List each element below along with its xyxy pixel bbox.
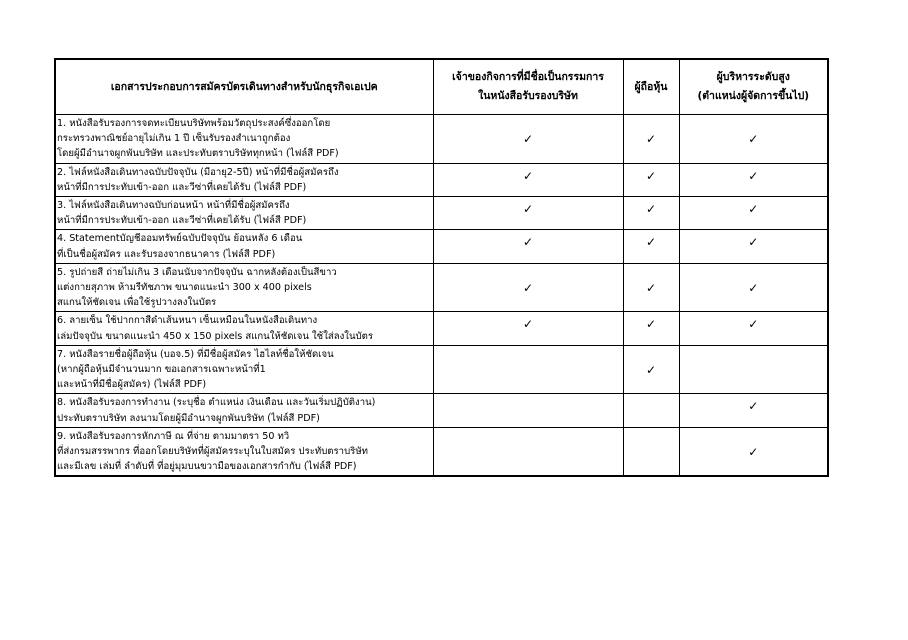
table-row bbox=[55, 197, 828, 230]
shareholder-cell bbox=[623, 197, 679, 230]
checkmark-icon: ✓ bbox=[645, 235, 657, 250]
header-owner-line-1: เจ้าของกิจการที่มีชื่อเป็นกรรมการ bbox=[452, 71, 604, 83]
executive-cell bbox=[679, 394, 828, 427]
shareholder-cell bbox=[623, 427, 679, 476]
owner-cell bbox=[433, 345, 623, 394]
document-line: ที่ส่งกรมสรรพากร ที่ออกโดยบริษัทที่ผู้สมัครระบุในใบสมัคร ประทับตราบริษัท bbox=[57, 446, 368, 458]
shareholder-cell bbox=[623, 312, 679, 345]
document-line: เล่มปัจจุบัน ขนาดแนะนำ 450 x 150 pixels สแกนให้ชัดเจน ใช้ใส่ลงในบัตร bbox=[57, 330, 374, 342]
checkmark-icon: ✓ bbox=[522, 317, 534, 332]
document-line: 7. หนังสือรายชื่อผู้ถือหุ้น (บอจ.5) ที่มีชื่อผู้สมัคร ไฮไลท์ชื่อให้ชัดเจน bbox=[57, 348, 334, 360]
table-row bbox=[55, 394, 828, 427]
table-row bbox=[55, 345, 828, 394]
checkmark-icon: ✓ bbox=[645, 317, 657, 332]
header-row bbox=[55, 59, 828, 115]
header-shareholder-label: ผู้ถือหุ้น bbox=[634, 80, 668, 93]
document-line: หน้าที่มีการประทับเข้า-ออก และวีซ่าที่เคยได้รับ (ไฟล์สี PDF) bbox=[57, 181, 307, 193]
checkmark-icon: ✓ bbox=[645, 131, 657, 146]
document-line: (หากผู้ถือหุ้นมีจำนวนมาก ขอเอกสารเฉพาะหน้าที่1 bbox=[57, 364, 266, 376]
document-line: กระทรวงพาณิชย์อายุไม่เกิน 1 ปี เซ็นรับรองสำเนาถูกต้อง bbox=[57, 133, 291, 145]
document-cell bbox=[55, 345, 433, 394]
document-line: 6. ลายเซ็น ใช้ปากกาสีดำเส้นหนา เซ็นเหมือนในหนังสือเดินทาง bbox=[57, 315, 318, 327]
executive-cell bbox=[679, 263, 828, 312]
checkmark-icon: ✓ bbox=[645, 280, 657, 295]
checkmark-icon: ✓ bbox=[748, 131, 759, 146]
executive-cell bbox=[679, 312, 828, 345]
executive-cell bbox=[679, 345, 828, 394]
owner-cell bbox=[433, 163, 623, 196]
owner-cell bbox=[433, 312, 623, 345]
checkmark-icon: ✓ bbox=[748, 280, 759, 295]
document-line: 1. หนังสือรับรองการจดทะเบียนบริษัทพร้อมวัตถุประสงค์ซึ่งออกโดย bbox=[57, 118, 331, 129]
header-shareholder bbox=[623, 59, 679, 115]
document-cell bbox=[55, 197, 433, 230]
document-line: และหน้าที่มีชื่อผู้สมัคร) (ไฟล์สี PDF) bbox=[57, 379, 207, 391]
owner-cell bbox=[433, 394, 623, 427]
checkmark-icon: ✓ bbox=[522, 280, 534, 295]
owner-cell bbox=[433, 230, 623, 263]
header-executive-line-2: (ตำแหน่งผู้จัดการขึ้นไป) bbox=[697, 90, 810, 102]
table-row bbox=[55, 230, 828, 263]
document-line: 3. ไฟล์หนังสือเดินทางฉบับก่อนหน้า หน้าที่มีชื่อผู้สมัครถึง bbox=[57, 200, 290, 212]
checkmark-icon: ✓ bbox=[748, 399, 759, 414]
header-owner bbox=[433, 59, 623, 115]
checkmark-icon: ✓ bbox=[645, 202, 657, 217]
header-executive-line-1: ผู้บริหารระดับสูง bbox=[716, 71, 790, 83]
table-row bbox=[55, 427, 828, 476]
document-line: 8. หนังสือรับรองการทำงาน (ระบุชื่อ ตำแหน่ง เงินเดือน และวันเริ่มปฏิบัติงาน) bbox=[57, 397, 376, 409]
checkmark-icon: ✓ bbox=[522, 131, 534, 146]
header-owner-line-2: ในหนังสือรับรองบริษัท bbox=[478, 90, 578, 102]
table-body bbox=[55, 115, 828, 477]
checkmark-icon: ✓ bbox=[522, 168, 534, 183]
checkmark-icon: ✓ bbox=[748, 317, 759, 332]
document-line: 9. หนังสือรับรองการหักภาษี ณ ที่จ่าย ตามมาตรา 50 ทวิ bbox=[57, 430, 290, 442]
document-line: หน้าที่มีการประทับเข้า-ออก และวีซ่าที่เคยได้รับ (ไฟล์สี PDF) bbox=[57, 215, 307, 227]
shareholder-cell bbox=[623, 345, 679, 394]
header-executive bbox=[679, 59, 828, 115]
shareholder-cell bbox=[623, 394, 679, 427]
document-line: และมีเลข เล่มที่ ลำดับที่ ที่อยู่มุมบนขวามือของเอกสารกำกับ (ไฟล์สี PDF) bbox=[57, 461, 357, 473]
executive-cell bbox=[679, 163, 828, 196]
document-cell bbox=[55, 312, 433, 345]
executive-cell bbox=[679, 427, 828, 476]
checkmark-icon: ✓ bbox=[645, 362, 657, 377]
table-row bbox=[55, 263, 828, 312]
document-cell bbox=[55, 115, 433, 164]
requirements-table bbox=[54, 58, 829, 477]
document-line: 2. ไฟล์หนังสือเดินทางฉบับปัจจุบัน (มีอายุ2-5ปี) หน้าที่มีชื่อผู้สมัครถึง bbox=[57, 166, 339, 178]
document-line: 4. Statementบัญชีออมทรัพย์ฉบับปัจจุบัน ย้อนหลัง 6 เดือน bbox=[57, 233, 303, 245]
checkmark-icon: ✓ bbox=[522, 202, 534, 217]
document-cell bbox=[55, 263, 433, 312]
document-line: สแกนให้ชัดเจน เพื่อใช้รูปวางลงในบัตร bbox=[57, 297, 217, 309]
document-cell bbox=[55, 230, 433, 263]
owner-cell bbox=[433, 197, 623, 230]
executive-cell bbox=[679, 230, 828, 263]
header-document-label: เอกสารประกอบการสมัครบัตรเดินทางสำหรับนักธุรกิจเอเปค bbox=[110, 80, 378, 93]
document-cell bbox=[55, 427, 433, 476]
table-row bbox=[55, 163, 828, 196]
executive-cell bbox=[679, 115, 828, 164]
shareholder-cell bbox=[623, 263, 679, 312]
checkmark-icon: ✓ bbox=[748, 235, 759, 250]
document-line: 5. รูปถ่ายสี ถ่ายไม่เกิน 3 เดือนนับจากปัจจุบัน ฉากหลังต้องเป็นสีขาว bbox=[57, 266, 337, 278]
document-cell bbox=[55, 394, 433, 427]
checkmark-icon: ✓ bbox=[645, 168, 657, 183]
document-line: แต่งกายสุภาพ ห้ามรีทัชภาพ ขนาดแนะนำ 300 x 400 pixels bbox=[57, 282, 312, 294]
shareholder-cell bbox=[623, 230, 679, 263]
checkmark-icon: ✓ bbox=[748, 202, 759, 217]
checkmark-icon: ✓ bbox=[748, 168, 759, 183]
shareholder-cell bbox=[623, 115, 679, 164]
owner-cell bbox=[433, 263, 623, 312]
owner-cell bbox=[433, 115, 623, 164]
header-document bbox=[55, 59, 433, 115]
document-line: โดยผู้มีอำนาจผูกพันบริษัท และประทับตราบริษัททุกหน้า (ไฟล์สี PDF) bbox=[57, 148, 339, 160]
checkmark-icon: ✓ bbox=[522, 235, 534, 250]
checkmark-icon: ✓ bbox=[748, 444, 759, 459]
table-row bbox=[55, 115, 828, 164]
shareholder-cell bbox=[623, 163, 679, 196]
document-cell bbox=[55, 163, 433, 196]
table-row bbox=[55, 312, 828, 345]
document-line: ที่เป็นชื่อผู้สมัคร และรับรองจากธนาคาร (ไฟล์สี PDF) bbox=[57, 248, 276, 260]
owner-cell bbox=[433, 427, 623, 476]
executive-cell bbox=[679, 197, 828, 230]
document-line: ประทับตราบริษัท ลงนามโดยผู้มีอำนาจผูกพันบริษัท (ไฟล์สี PDF) bbox=[57, 412, 320, 424]
